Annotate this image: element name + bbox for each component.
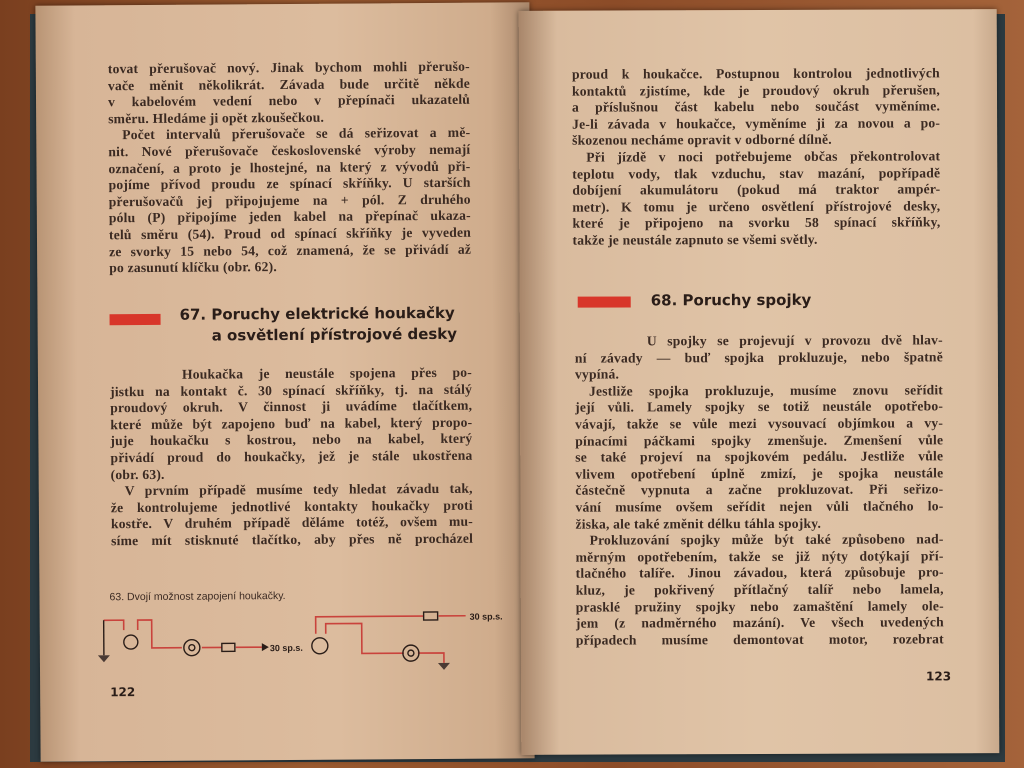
text-line: prasklé pružiny spojky nebo zamaštění lamely ole- [575, 597, 944, 615]
text-line: takže je neustále zapnuto se všemi světly. [572, 231, 818, 248]
text-line: vypíná. [574, 366, 620, 382]
text-line: proud k houkačce. Postupnou kontrolou jednotlivých [571, 65, 940, 82]
text-line: tlačného talíře. Jinou závadou, která způsobuje pro- [575, 564, 944, 581]
text-line: Houkačka je neustále spojena přes po- [181, 364, 472, 382]
text-line: telů směru (54). Proud od spínací skříňky je vyveden [108, 224, 472, 243]
section-marker-67 [110, 314, 161, 325]
text-line: žiska, ale také změnit délku táhla spojky. [575, 515, 822, 532]
text-line: škozenou necháme opravit v odborné dílně. [572, 132, 832, 149]
text-line: přerušovačů jej připojujeme na + pól. Z druhého [108, 191, 471, 209]
left-page [35, 2, 534, 761]
text-line: ze svorky 15 nebo 54, což znamená, že se přivádí až [109, 241, 472, 259]
right-page [519, 9, 1000, 755]
page-number-left: 122 [110, 685, 136, 700]
text-line: V prvním případě musíme tedy hledat závadu tak, [124, 480, 473, 499]
ground-icon [98, 655, 110, 662]
text-line: Prokluzování spojky může být také způsobeno nad- [589, 531, 944, 548]
heading-67-line1: 67. Poruchy elektrické houkačky [179, 303, 455, 324]
text-line: že kontrolujeme jednotlivé kontakty houkačky proti [110, 497, 473, 515]
text-line: v kabelovém vedení nebo v přepínači ukazatelů [107, 91, 471, 110]
text-line: které může být zapojeno buď na kabel, který propo- [110, 414, 473, 433]
left-text-block-1 [108, 59, 471, 277]
text-line: síme mít stisknuté tlačítko, aby přes ně procházel [111, 530, 474, 549]
left-text-block-2 [110, 365, 473, 550]
text-line: po zasunutí klíčku (obr. 62). [109, 259, 277, 276]
text-line: Při jízdě v noci potřebujeme občas překontrolovat [586, 148, 941, 165]
text-line: se také projeví na spojkovém pedálu. Jestliže vůle [575, 448, 944, 465]
text-line: U spojky se projevují v provozu dvě hlav- [646, 332, 943, 349]
text-line: juje houkačku s kostrou, nebo na kabel, který [110, 431, 473, 449]
text-line: označení, a proto je lhostejné, na který z vývodů při- [108, 158, 471, 176]
arrow-icon [262, 643, 269, 651]
text-line: jem (z nadměrného mazání). Ve všech uvedených [575, 614, 944, 631]
heading-67-line2: a osvětlení přístrojové desky [211, 324, 458, 345]
wiring-diagram [94, 607, 534, 680]
text-line: vávají, takže se vůle mezi vysouvací objímkou a vy- [575, 415, 944, 432]
text-line: ní závady — buď spojka prokluzuje, nebo špatně [574, 348, 943, 366]
text-line: částečně vypnuta a začne prokluzovat. Při seřizo- [575, 481, 944, 498]
text-line: přivádí proud do houkačky, jež je stále ukostřena [110, 447, 473, 466]
text-line: pólu (P) připojíme jeden kabel na přepínač ukaza- [108, 208, 471, 226]
text-line: Počet intervalů přerušovače se dá seřizovat a mě- [122, 125, 471, 143]
text-line: kostře. V druhém případě děláme totéž, ovšem mu- [110, 514, 474, 532]
text-line: proudový okruh. V činnost ji uvádíme tlačítkem, [110, 397, 473, 416]
text-line: směru. Hledáme ji opět zkoušečkou. [108, 109, 325, 127]
text-line: metr). K tomu je určeno osvětlení přístrojové desky, [572, 198, 941, 215]
text-line: teplotu vody, tlak vzduchu, stav mazání, popřípadě [572, 164, 941, 182]
text-line: jistku na kontakt č. 30 spínací skříňky, tj. na stálý [110, 381, 473, 399]
right-text-block-2 [575, 332, 944, 649]
text-line: vání musíme ovšem seřídit nejen vůli tlačného lo- [575, 498, 944, 515]
text-line: nit. Nové přerušovače československé výroby nemají [108, 141, 471, 160]
text-line: její vůli. Lamely spojky se totiž neustále opotřebo- [575, 398, 944, 416]
text-line: vlivem opotřebení úplně zmizí, je spojka neustále [575, 465, 944, 482]
right-text-block-1 [572, 65, 941, 249]
text-line: které je připojeno na svorku 58 spínací skříňky, [572, 214, 941, 231]
figure-label-a: 30 sp.s. [269, 642, 303, 654]
text-line: kontaktů zjistíme, kde je proudový okruh přerušen, [571, 81, 941, 99]
page-number-right: 123 [926, 669, 952, 684]
text-line: (obr. 63). [110, 466, 165, 482]
text-line: kluz, je pokřivený přítlačný talíř nebo lamela, [575, 581, 944, 598]
text-line: pojíme přívod proudu ze spínací skříňky. U starších [108, 174, 471, 193]
text-line: a příslušnou část kabelu nebo součást vyměníme. [572, 98, 941, 115]
ground-icon [438, 663, 450, 670]
text-line: tovat přerušovač nový. Jinak bychom mohli přerušo- [107, 58, 470, 77]
text-line: dobíjení akumulátoru (pokud má traktor ampér- [572, 181, 941, 198]
text-line: vače měnit několikrát. Závada bude určitě někde [107, 75, 470, 93]
text-line: Jestliže spojka prokluzuje, musíme znovu seřídit [589, 382, 944, 399]
text-line: Je-li závada v houkačce, vyměníme ji za novou a po- [572, 115, 941, 132]
figure-caption: 63. Dvojí možnost zapojení houkačky. [109, 590, 286, 604]
text-line: případech musíme demontovat motor, rozebrat [575, 631, 944, 648]
text-line: pínacími páčkami spojky zmenšuje. Zmenšení vůle [575, 431, 944, 449]
heading-68: 68. Poruchy spojky [650, 290, 812, 310]
text-line: měrným opotřebením, takže se již nýty dotýkají pří- [575, 548, 944, 565]
section-marker-68 [578, 296, 631, 307]
figure-label-b: 30 sp.s. [469, 611, 503, 622]
